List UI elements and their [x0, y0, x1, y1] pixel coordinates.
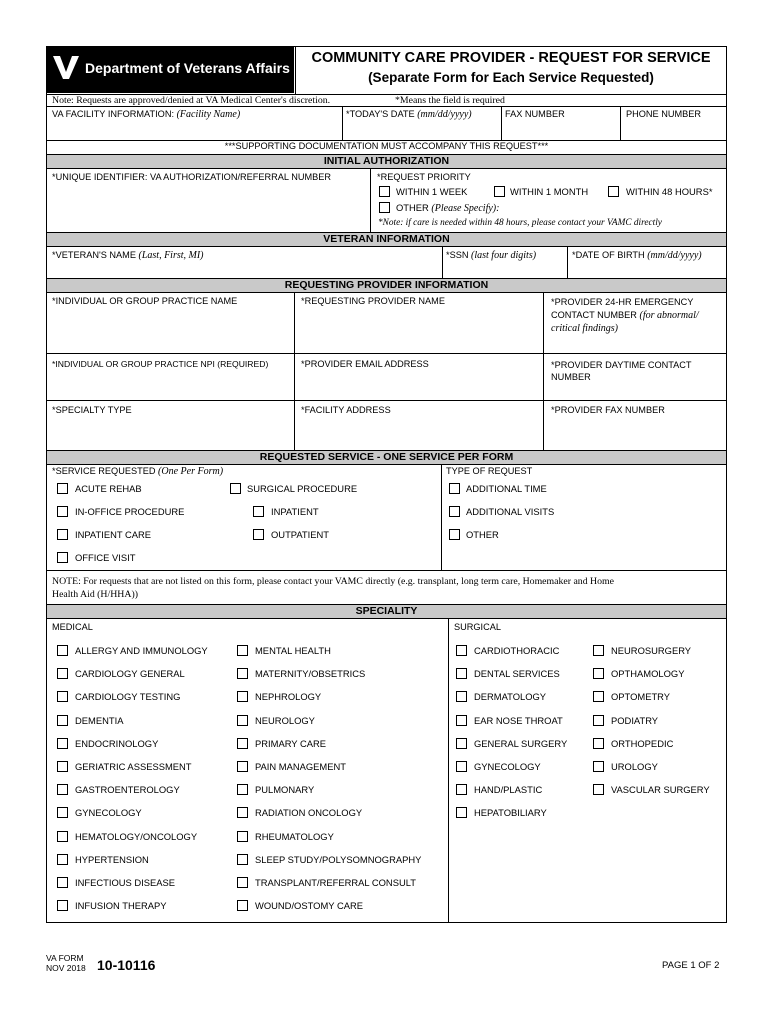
medical-neurology-checkbox[interactable] — [237, 715, 248, 726]
surgical-dermatology-checkbox[interactable] — [456, 691, 467, 702]
outpatient-checkbox[interactable] — [253, 529, 264, 540]
medical-wound-ostomy-care-checkbox[interactable] — [237, 900, 248, 911]
veteran-information-band: VETERAN INFORMATION — [47, 232, 726, 247]
surgical-hand-plastic-label: HAND/PLASTIC — [474, 784, 543, 796]
va-seal-icon — [51, 52, 81, 82]
surgical-opthamology-label: OPTHAMOLOGY — [611, 668, 685, 680]
divider — [370, 169, 371, 232]
additional-time-label: ADDITIONAL TIME — [466, 483, 547, 494]
medical-sleep-study-polysomnography-label: SLEEP STUDY/POLYSOMNOGRAPHY — [255, 853, 422, 865]
form-title: COMMUNITY CARE PROVIDER - REQUEST FOR SERVICE — [311, 50, 711, 66]
emergency-contact-label-2: CONTACT NUMBER (for abnormal/ — [551, 310, 699, 321]
emergency-contact-hint: critical findings) — [551, 323, 618, 334]
medical-radiation-oncology-checkbox[interactable] — [237, 807, 248, 818]
form-number: 10-10116 — [97, 957, 156, 973]
surgical-urology-checkbox[interactable] — [593, 761, 604, 772]
medical-rheumatology-checkbox[interactable] — [237, 831, 248, 842]
supporting-docs-notice: ***SUPPORTING DOCUMENTATION MUST ACCOMPANY THIS REQUEST*** — [224, 141, 549, 151]
in-office-procedure-label: IN-OFFICE PROCEDURE — [75, 506, 185, 517]
divider — [342, 106, 343, 140]
required-note: *Means the field is required — [395, 95, 505, 106]
medical-infusion-therapy-checkbox[interactable] — [57, 900, 68, 911]
medical-maternity-obsetrics-label: MATERNITY/OBSETRICS — [255, 668, 366, 680]
fax-number-label[interactable]: FAX NUMBER — [505, 109, 565, 119]
surgical-procedure-label: SURGICAL PROCEDURE — [247, 483, 358, 494]
divider — [567, 247, 568, 278]
approval-note: Note: Requests are approved/denied at VA Medical Center's discretion. — [52, 95, 331, 106]
form-date: NOV 2018 — [46, 963, 86, 973]
divider — [46, 353, 727, 354]
speciality-band: SPECIALITY — [47, 604, 726, 619]
divider — [543, 293, 544, 450]
priority-other-label: OTHER (Please Specify): — [396, 202, 500, 214]
medical-pain-management-label: PAIN MANAGEMENT — [255, 761, 346, 772]
divider — [441, 465, 442, 570]
additional-time-checkbox[interactable] — [449, 483, 460, 494]
medical-transplant-referral-consult-label: TRANSPLANT/REFERRAL CONSULT — [255, 877, 416, 888]
medical-cardiology-general-label: CARDIOLOGY GENERAL — [75, 668, 185, 680]
medical-geriatric-assessment-checkbox[interactable] — [57, 761, 68, 772]
divider — [501, 106, 502, 140]
surgical-dental-services-label: DENTAL SERVICES — [474, 668, 560, 680]
surgical-procedure-checkbox[interactable] — [230, 483, 241, 494]
medical-wound-ostomy-care-label: WOUND/OSTOMY CARE — [255, 900, 363, 912]
surgical-hepatobiliary-checkbox[interactable] — [456, 807, 467, 818]
surgical-hand-plastic-checkbox[interactable] — [456, 784, 467, 795]
medical-geriatric-assessment-label: GERIATRIC ASSESSMENT — [75, 761, 192, 772]
inpatient-label: INPATIENT — [271, 506, 319, 517]
medical-hematology-oncology-checkbox[interactable] — [57, 831, 68, 842]
within-1-month-checkbox[interactable] — [494, 186, 505, 197]
provider-name-label[interactable]: *REQUESTING PROVIDER NAME — [301, 296, 445, 306]
requested-service-band: REQUESTED SERVICE - ONE SERVICE PER FORM — [47, 450, 726, 465]
unique-identifier-label[interactable]: *UNIQUE IDENTIFIER: VA AUTHORIZATION/REFERRAL NUMBER — [52, 172, 332, 182]
medical-nephrology-label: NEPHROLOGY — [255, 691, 322, 703]
page-number: PAGE 1 OF 2 — [662, 960, 720, 971]
medical-rheumatology-label: RHEUMATOLOGY — [255, 830, 334, 842]
additional-visits-checkbox[interactable] — [449, 506, 460, 517]
within-1-month-label: WITHIN 1 MONTH — [510, 186, 589, 197]
surgical-opthamology-checkbox[interactable] — [593, 668, 604, 679]
surgical-heading: SURGICAL — [454, 622, 501, 632]
medical-gynecology-checkbox[interactable] — [57, 807, 68, 818]
surgical-orthopedic-checkbox[interactable] — [593, 738, 604, 749]
request-other-label: OTHER — [466, 529, 499, 540]
medical-gynecology-label: GYNECOLOGY — [75, 807, 142, 819]
surgical-general-surgery-checkbox[interactable] — [456, 738, 467, 749]
provider-email-label[interactable]: *PROVIDER EMAIL ADDRESS — [301, 359, 429, 369]
office-visit-label: OFFICE VISIT — [75, 552, 136, 563]
ssn-label[interactable]: *SSN (last four digits) — [446, 250, 537, 261]
va-form-label: VA FORM — [46, 953, 84, 963]
medical-pulmonary-checkbox[interactable] — [237, 784, 248, 795]
facility-info-label[interactable]: VA FACILITY INFORMATION: (Facility Name) — [52, 109, 241, 120]
service-requested-label: *SERVICE REQUESTED (One Per Form) — [52, 466, 224, 477]
practice-name-label[interactable]: *INDIVIDUAL OR GROUP PRACTICE NAME — [52, 296, 238, 306]
request-other-checkbox[interactable] — [449, 529, 460, 540]
divider — [46, 106, 727, 107]
daytime-contact-label[interactable]: *PROVIDER DAYTIME CONTACT — [551, 360, 692, 370]
surgical-orthopedic-label: ORTHOPEDIC — [611, 737, 674, 749]
surgical-dermatology-label: DERMATOLOGY — [474, 691, 547, 703]
surgical-gynecology-label: GYNECOLOGY — [474, 761, 541, 772]
surgical-neurosurgery-label: NEUROSURGERY — [611, 645, 692, 656]
medical-hematology-oncology-label: HEMATOLOGY/ONCOLOGY — [75, 830, 198, 842]
within-48-hours-checkbox[interactable] — [608, 186, 619, 197]
within-1-week-label: WITHIN 1 WEEK — [396, 186, 468, 197]
surgical-gynecology-checkbox[interactable] — [456, 761, 467, 772]
inpatient-care-checkbox[interactable] — [57, 529, 68, 540]
outpatient-label: OUTPATIENT — [271, 529, 329, 540]
facility-address-label[interactable]: *FACILITY ADDRESS — [301, 405, 391, 415]
additional-visits-label: ADDITIONAL VISITS — [466, 506, 555, 517]
within-48-hours-label: WITHIN 48 HOURS* — [626, 186, 713, 197]
medical-primary-care-checkbox[interactable] — [237, 738, 248, 749]
surgical-cardiothoracic-checkbox[interactable] — [456, 645, 467, 656]
acute-rehab-checkbox[interactable] — [57, 483, 68, 494]
inpatient-care-label: INPATIENT CARE — [75, 529, 152, 540]
medical-sleep-study-polysomnography-checkbox[interactable] — [237, 854, 248, 865]
surgical-ear-nose-throat-checkbox[interactable] — [456, 715, 467, 726]
medical-maternity-obsetrics-checkbox[interactable] — [237, 668, 248, 679]
divider — [295, 47, 296, 94]
surgical-vascular-surgery-checkbox[interactable] — [593, 784, 604, 795]
medical-cardiology-testing-checkbox[interactable] — [57, 691, 68, 702]
divider — [442, 247, 443, 278]
medical-heading: MEDICAL — [52, 622, 93, 632]
surgical-dental-services-checkbox[interactable] — [456, 668, 467, 679]
surgical-optometry-label: OPTOMETRY — [611, 691, 671, 703]
medical-cardiology-general-checkbox[interactable] — [57, 668, 68, 679]
surgical-podiatry-checkbox[interactable] — [593, 715, 604, 726]
in-office-procedure-checkbox[interactable] — [57, 506, 68, 517]
agency-name: Department of Veterans Affairs — [85, 60, 290, 76]
48-hour-note: *Note: if care is needed within 48 hours, please contact your VAMC directly — [378, 218, 662, 228]
daytime-contact-label-2: NUMBER — [551, 372, 591, 382]
surgical-general-surgery-label: GENERAL SURGERY — [474, 737, 568, 749]
medical-transplant-referral-consult-checkbox[interactable] — [237, 877, 248, 888]
surgical-ear-nose-throat-label: EAR NOSE THROAT — [474, 714, 563, 726]
medical-infectious-disease-label: INFECTIOUS DISEASE — [75, 877, 176, 888]
provider-fax-label[interactable]: *PROVIDER FAX NUMBER — [551, 405, 665, 415]
veteran-name-label[interactable]: *VETERAN'S NAME (Last, First, MI) — [52, 250, 204, 261]
surgical-podiatry-label: PODIATRY — [611, 714, 659, 726]
divider — [448, 619, 449, 922]
medical-pulmonary-label: PULMONARY — [255, 784, 315, 796]
medical-nephrology-checkbox[interactable] — [237, 691, 248, 702]
inpatient-checkbox[interactable] — [253, 506, 264, 517]
phone-number-label[interactable]: PHONE NUMBER — [626, 109, 702, 119]
divider — [620, 106, 621, 140]
surgical-hepatobiliary-label: HEPATOBILIARY — [474, 807, 547, 819]
form-subtitle: (Separate Form for Each Service Requested) — [368, 70, 654, 85]
date-of-birth-label[interactable]: *DATE OF BIRTH (mm/dd/yyyy) — [572, 250, 702, 261]
request-priority-label: *REQUEST PRIORITY — [377, 172, 471, 182]
office-visit-checkbox[interactable] — [57, 552, 68, 563]
medical-primary-care-label: PRIMARY CARE — [255, 737, 327, 749]
divider — [46, 570, 727, 571]
medical-dementia-label: DEMENTIA — [75, 714, 124, 726]
surgical-urology-label: UROLOGY — [611, 761, 658, 772]
surgical-neurosurgery-checkbox[interactable] — [593, 645, 604, 656]
specialty-type-label[interactable]: *SPECIALTY TYPE — [52, 405, 132, 415]
type-of-request-label: TYPE OF REQUEST — [446, 466, 533, 476]
medical-radiation-oncology-label: RADIATION ONCOLOGY — [255, 807, 363, 819]
practice-npi-label[interactable]: *INDIVIDUAL OR GROUP PRACTICE NPI (REQUIRED) — [52, 359, 269, 369]
surgical-optometry-checkbox[interactable] — [593, 691, 604, 702]
medical-cardiology-testing-label: CARDIOLOGY TESTING — [75, 691, 181, 703]
surgical-cardiothoracic-label: CARDIOTHORACIC — [474, 645, 560, 656]
medical-gastroenterology-label: GASTROENTEROLOGY — [75, 784, 180, 796]
medical-hypertension-checkbox[interactable] — [57, 854, 68, 865]
medical-endocrinology-checkbox[interactable] — [57, 738, 68, 749]
medical-mental-health-checkbox[interactable] — [237, 645, 248, 656]
unlisted-request-note: NOTE: For requests that are not listed on this form, please contact your VAMC directly (e.g. transplant, long term care, Homemaker and Home — [52, 576, 614, 587]
emergency-contact-label[interactable]: *PROVIDER 24-HR EMERGENCY — [551, 297, 694, 307]
medical-infectious-disease-checkbox[interactable] — [57, 877, 68, 888]
initial-authorization-band: INITIAL AUTHORIZATION — [47, 154, 726, 169]
medical-gastroenterology-checkbox[interactable] — [57, 784, 68, 795]
medical-neurology-label: NEUROLOGY — [255, 714, 315, 726]
todays-date-label[interactable]: *TODAY'S DATE (mm/dd/yyyy) — [346, 109, 472, 120]
medical-endocrinology-label: ENDOCRINOLOGY — [75, 737, 159, 749]
va-logo-banner — [47, 47, 294, 93]
medical-mental-health-label: MENTAL HEALTH — [255, 645, 331, 656]
within-1-week-checkbox[interactable] — [379, 186, 390, 197]
divider — [46, 400, 727, 401]
medical-allergy-and-immunology-checkbox[interactable] — [57, 645, 68, 656]
medical-pain-management-checkbox[interactable] — [237, 761, 248, 772]
divider — [294, 293, 295, 450]
medical-hypertension-label: HYPERTENSION — [75, 853, 149, 865]
acute-rehab-label: ACUTE REHAB — [75, 483, 142, 494]
unlisted-request-note-2: Health Aid (H/HHA)) — [52, 589, 138, 600]
medical-dementia-checkbox[interactable] — [57, 715, 68, 726]
requesting-provider-band: REQUESTING PROVIDER INFORMATION — [47, 278, 726, 293]
priority-other-checkbox[interactable] — [379, 202, 390, 213]
surgical-vascular-surgery-label: VASCULAR SURGERY — [611, 784, 710, 796]
medical-infusion-therapy-label: INFUSION THERAPY — [75, 900, 167, 912]
medical-allergy-and-immunology-label: ALLERGY AND IMMUNOLOGY — [75, 645, 208, 656]
